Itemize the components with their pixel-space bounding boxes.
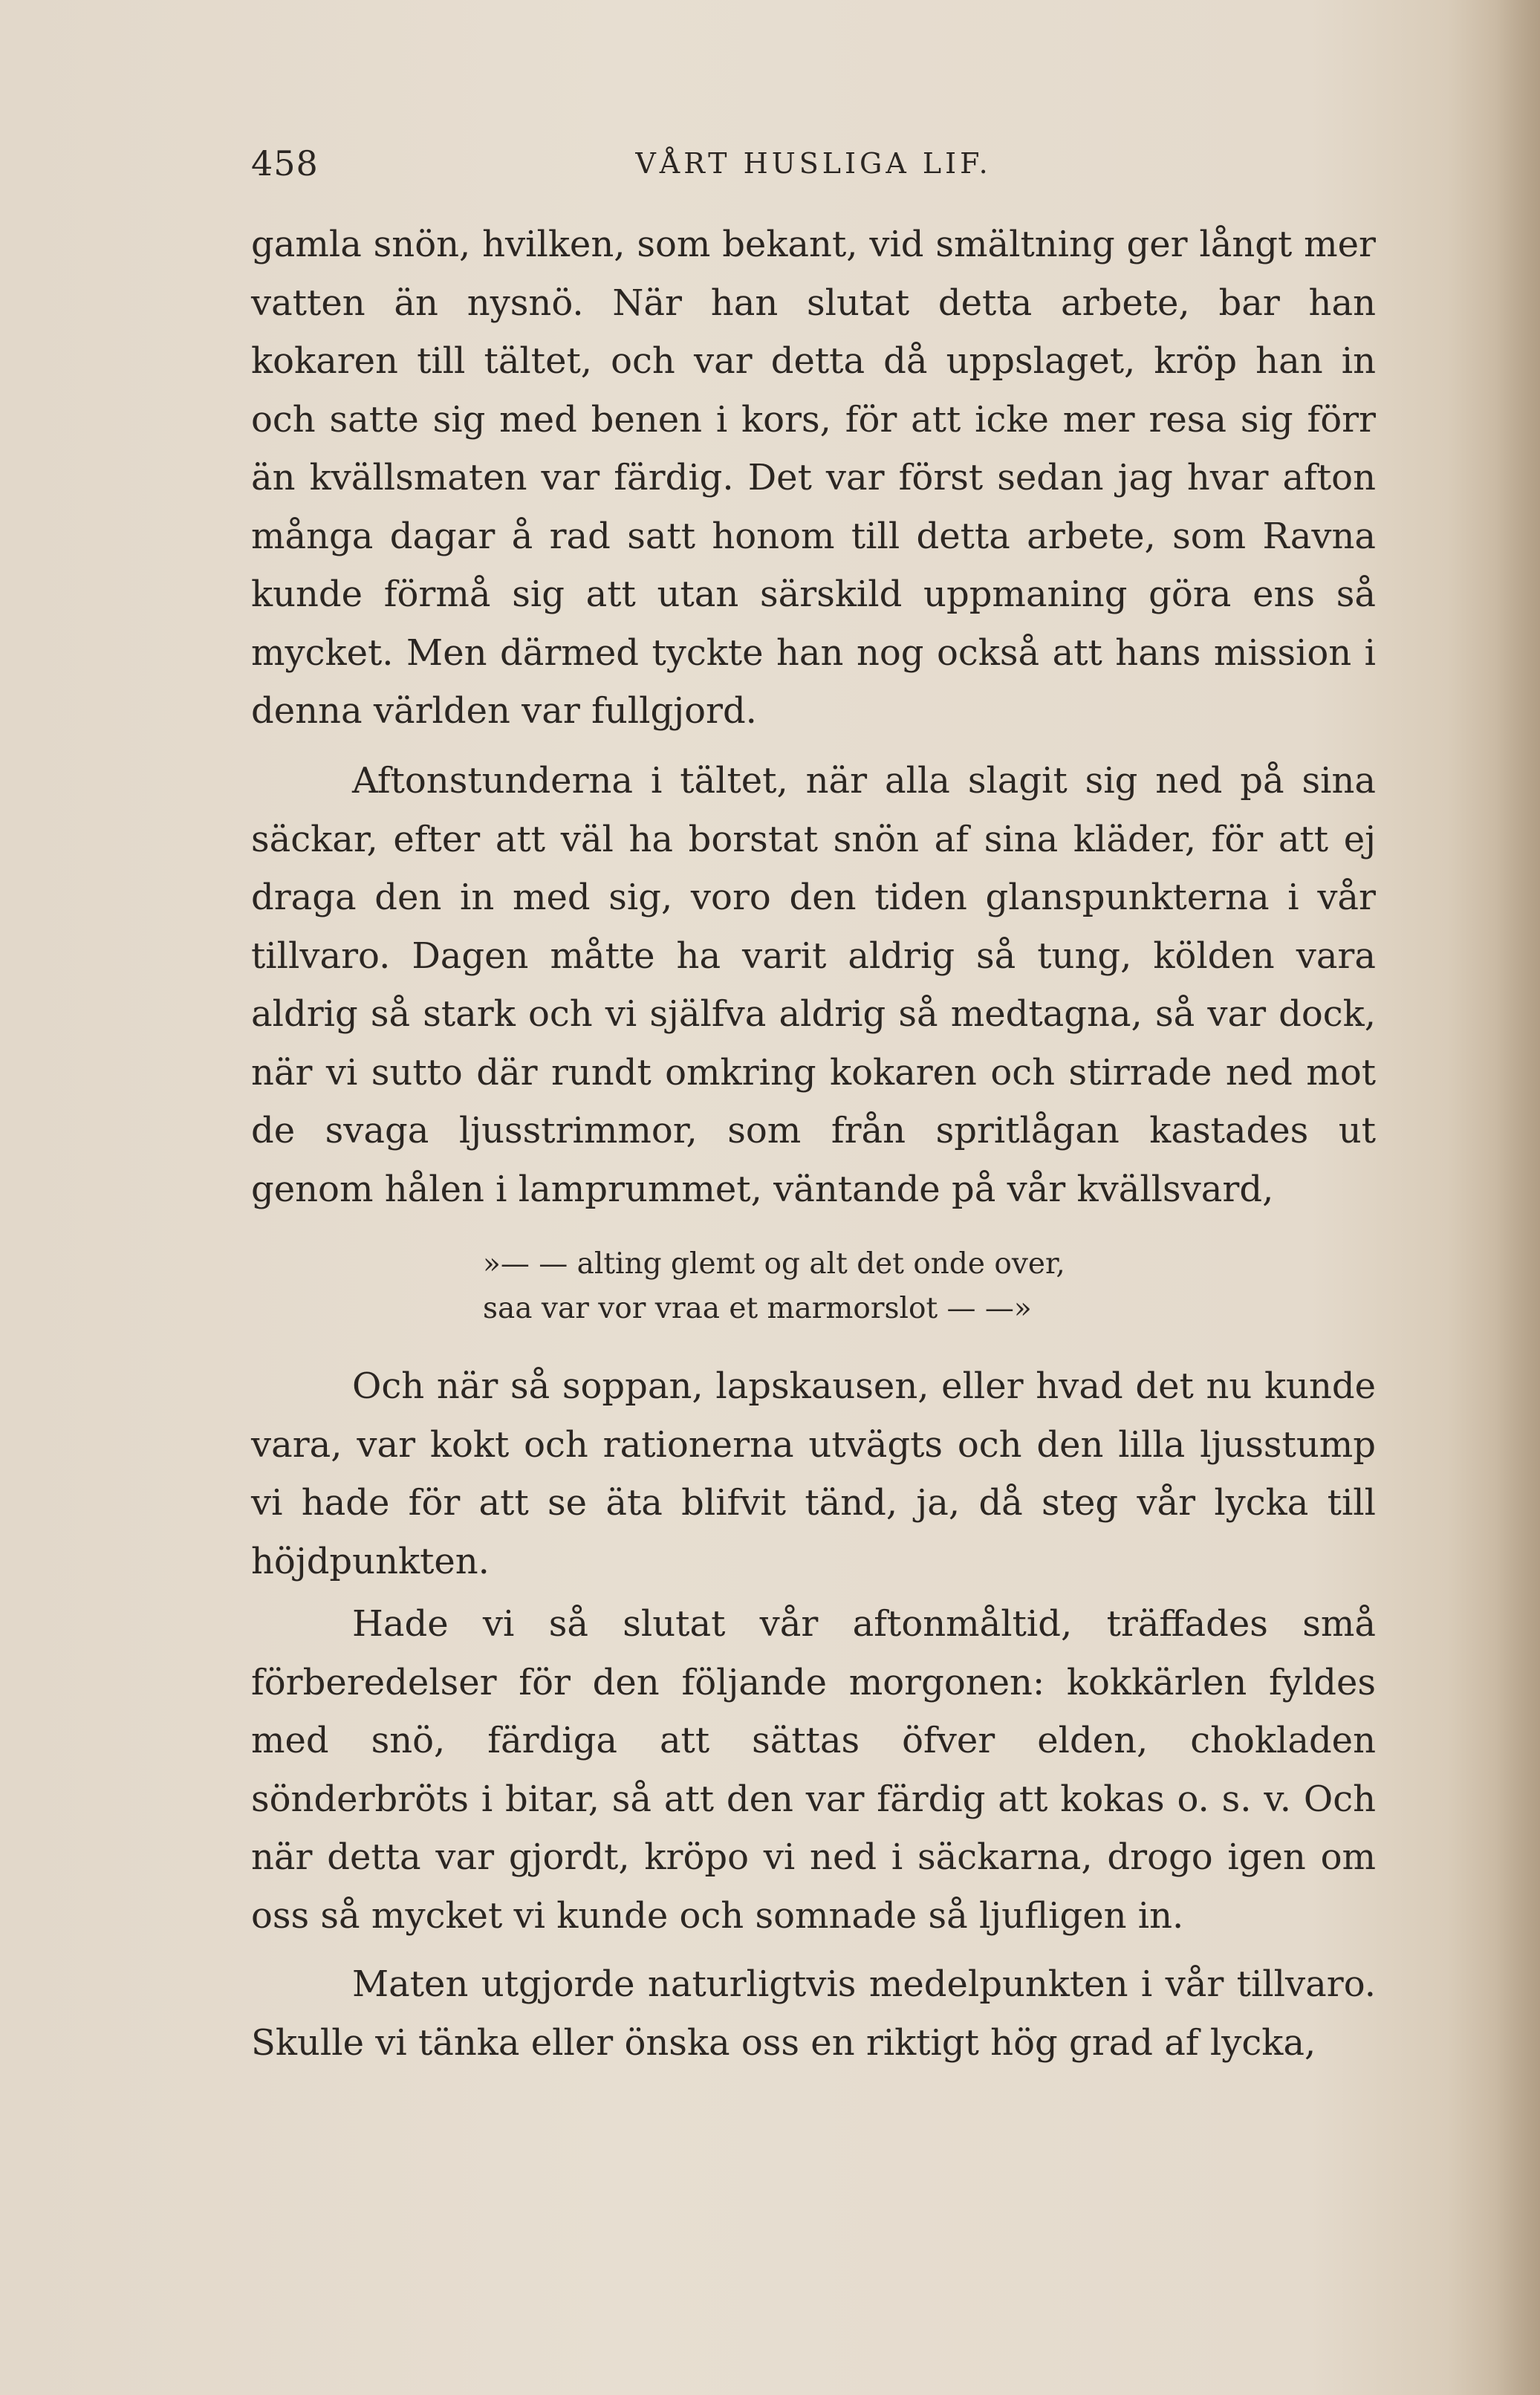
paragraph-text: Och när så soppan, lapskausen, eller hvad det nu kunde vara, var kokt och rationerna utvägts och den lilla ljusstump vi hade för att se äta blifvit tänd, ja, då steg vår lycka till höjdpunkten. <box>251 1365 1376 1582</box>
paragraph-text: Maten utgjorde naturligtvis medelpunkten i vår tillvaro. Skulle vi tänka eller önska oss en riktigt hög grad af lycka, <box>251 1963 1376 2064</box>
paragraph-evenings <box>251 752 1376 1218</box>
paragraph-text: Aftonstunderna i tältet, när alla slagit sig ned på sina säckar, efter att väl ha borstat snön af sina kläder, för att ej draga den in med sig, voro den tiden glanspunkterna i vår tillvaro. Dagen måtte ha varit aldrig så tung, kölden vara aldrig så stark och vi själfva aldrig så medtagna, så var dock, när vi sutto där rundt omkring kokaren och stirrade ned mot de svaga ljusstrimmor, som från spritlågan kastades ut genom hålen i lamprummet, väntande på vår kvällsvard, <box>251 760 1376 1210</box>
paragraph-text: Hade vi så slutat vår aftonmåltid, träffades små förberedelser för den följande morgonen: kokkärlen fyldes med snö, färdiga att sättas öfver elden, chokladen sönderbröts i bitar, så att den var färdig att kokas o. s. v. Och när detta var gjordt, kröpo vi ned i säckarna, drogo igen om oss så mycket vi kunde och somnade så ljufligen in. <box>251 1603 1376 1937</box>
paragraph-text: gamla snön, hvilken, som bekant, vid smältning ger långt mer vatten än nysnö. När han slutat detta arbete, bar han kokaren till tältet, och var detta då uppslaget, kröp han in och satte sig med benen i kors, för att icke mer resa sig förr än kvällsmaten var färdig. Det var först sedan jag hvar afton många dagar å rad satt honom till detta arbete, som Ravna kunde förmå sig att utan särskild uppmaning göra ens så mycket. Men därmed tyckte han nog också att hans mission i denna världen var fullgjord. <box>251 224 1376 732</box>
paragraph-food <box>251 1955 1376 2072</box>
paragraph-preparations <box>251 1595 1376 1945</box>
verse-line: saa var vor vraa et marmorslot — —» <box>483 1292 1032 1325</box>
paragraph-soup <box>251 1357 1376 1590</box>
page-header <box>251 134 1376 193</box>
verse-quote <box>483 1242 1065 1331</box>
spine-shadow <box>1495 0 1540 2395</box>
paragraph-continuation <box>251 215 1376 741</box>
verse-line: »— — alting glemt og alt det onde over, <box>483 1247 1065 1281</box>
running-title: VÅRT HUSLIGA LIF. <box>635 147 992 180</box>
page-number: 458 <box>251 143 319 183</box>
